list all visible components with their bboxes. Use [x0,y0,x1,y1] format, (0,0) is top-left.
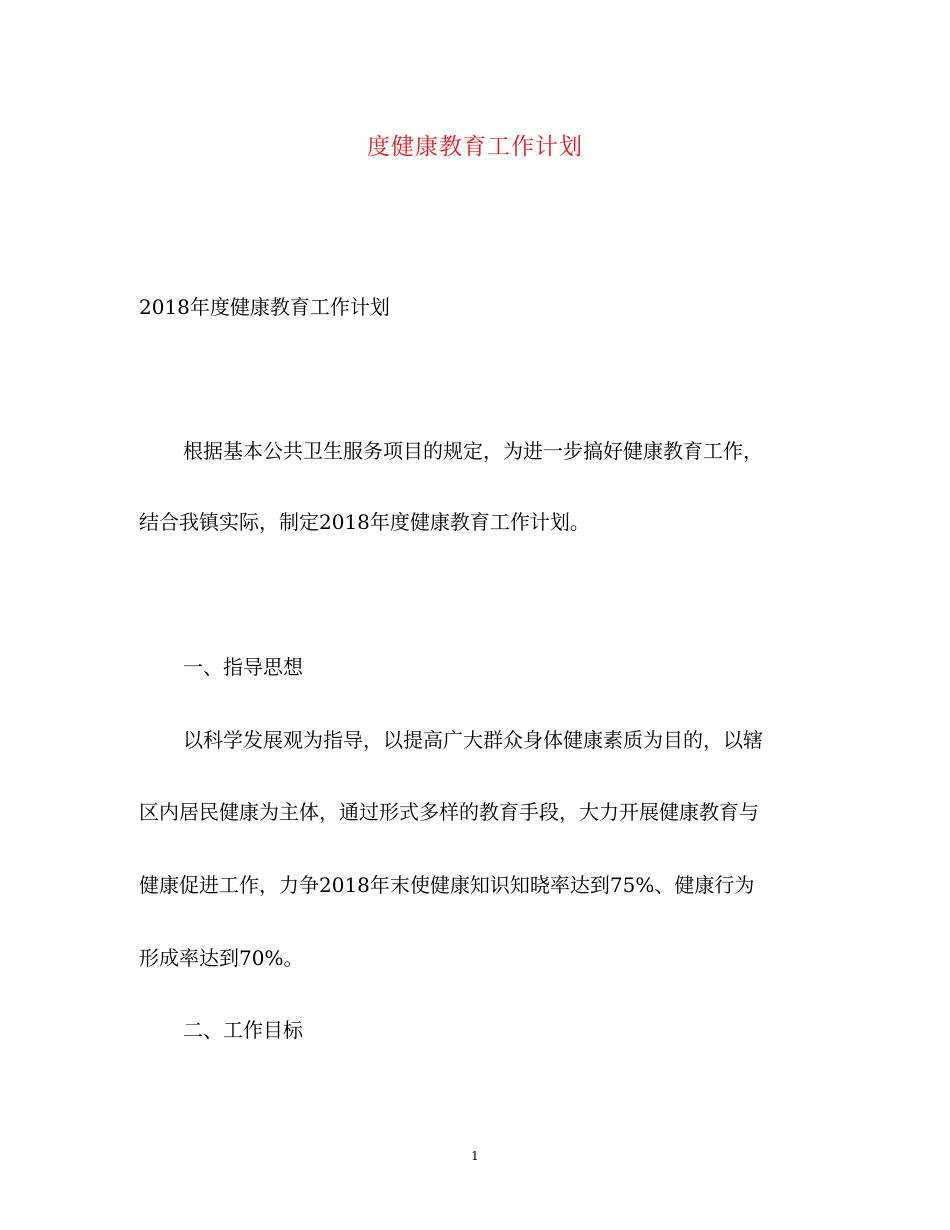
section-1-line-3: 健康促进工作，力争2018年末使健康知识知晓率达到75%、健康行为 [139,873,755,897]
section-heading-work-goals: 二、工作目标 [183,1018,303,1042]
section-1-line-2: 区内居民健康为主体，通过形式多样的教育手段，大力开展健康教育与 [139,800,759,824]
document-title: 度健康教育工作计划 [367,134,583,160]
section-1-line-1: 以科学发展观为指导，以提高广大群众身体健康素质为目的，以辖 [183,728,763,752]
page-number: 1 [471,1149,479,1163]
section-1-line-4: 形成率达到70%。 [139,946,304,970]
intro-line-2: 结合我镇实际，制定2018年度健康教育工作计划。 [139,510,590,534]
intro-line-1: 根据基本公共卫生服务项目的规定，为进一步搞好健康教育工作， [183,439,763,463]
section-heading-guiding-ideology: 一、指导思想 [183,655,303,679]
document-subtitle: 2018年度健康教育工作计划 [139,295,390,319]
